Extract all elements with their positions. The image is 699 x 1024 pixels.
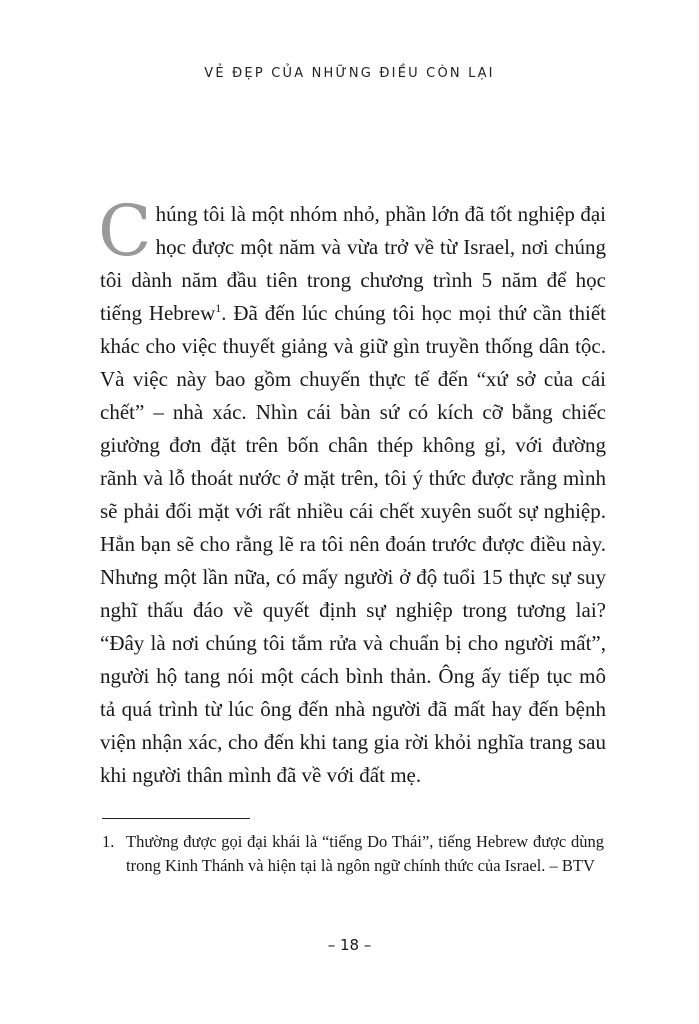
body-text-part-2: . Đã đến lúc chúng tôi học mọi thứ cần thiết khác cho việc thuyết giảng và giữ gìn truyền thống dân tộc. Và việc này bao gồm chuyến thực tế đến “xứ sở của cái chết” – nhà xác. Nhìn cái bàn sứ có kích cỡ bằng chiếc giường đơn đặt trên bốn chân thép không gỉ, với đường rãnh và lỗ thoát nước ở mặt trên, tôi ý thức được rằng mình sẽ phải đối mặt với rất nhiều cái chết xuyên suốt sự nghiệp. Hẳn bạn sẽ cho rằng lẽ ra tôi nên đoán trước được điều này. Nhưng một lần nữa, có mấy người ở độ tuổi 15 thực sự suy nghĩ thấu đáo về quyết định sự nghiệp trong tương lai? “Đây là nơi chúng tôi tắm rửa và chuẩn bị cho người mất”, người hộ tang nói một cách bình thản. Ông ấy tiếp tục mô tả quá trình từ lúc ông đến nhà người đã mất hay đến bệnh viện nhận xác, cho đến khi tang gia rời khỏi nghĩa trang sau khi người thân mình đã về với đất mẹ. (100, 301, 606, 787)
footnote-text: Thường được gọi đại khái là “tiếng Do Thái”, tiếng Hebrew được dùng trong Kinh Thánh và hiện tại là ngôn ngữ chính thức của Israel. – BTV (126, 832, 604, 875)
footnote (102, 830, 604, 878)
body-text-part-1: húng tôi là một nhóm nhỏ, phần lớn đã tốt nghiệp đại học được một năm và vừa trở về từ Israel, nơi chúng tôi dành năm đầu tiên trong chương trình 5 năm để học tiếng Hebrew (100, 202, 606, 325)
page-number: – 18 – (327, 936, 372, 954)
drop-cap: C (98, 190, 152, 272)
footnote-reference[interactable]: 1 (215, 301, 222, 315)
body-text (98, 190, 606, 792)
footnote-divider (102, 818, 250, 819)
body-paragraph (98, 190, 606, 792)
running-head: VẺ ĐẸP CỦA NHỮNG ĐIỀU CÒN LẠI (204, 66, 495, 81)
footnote-number: 1. (102, 832, 115, 851)
